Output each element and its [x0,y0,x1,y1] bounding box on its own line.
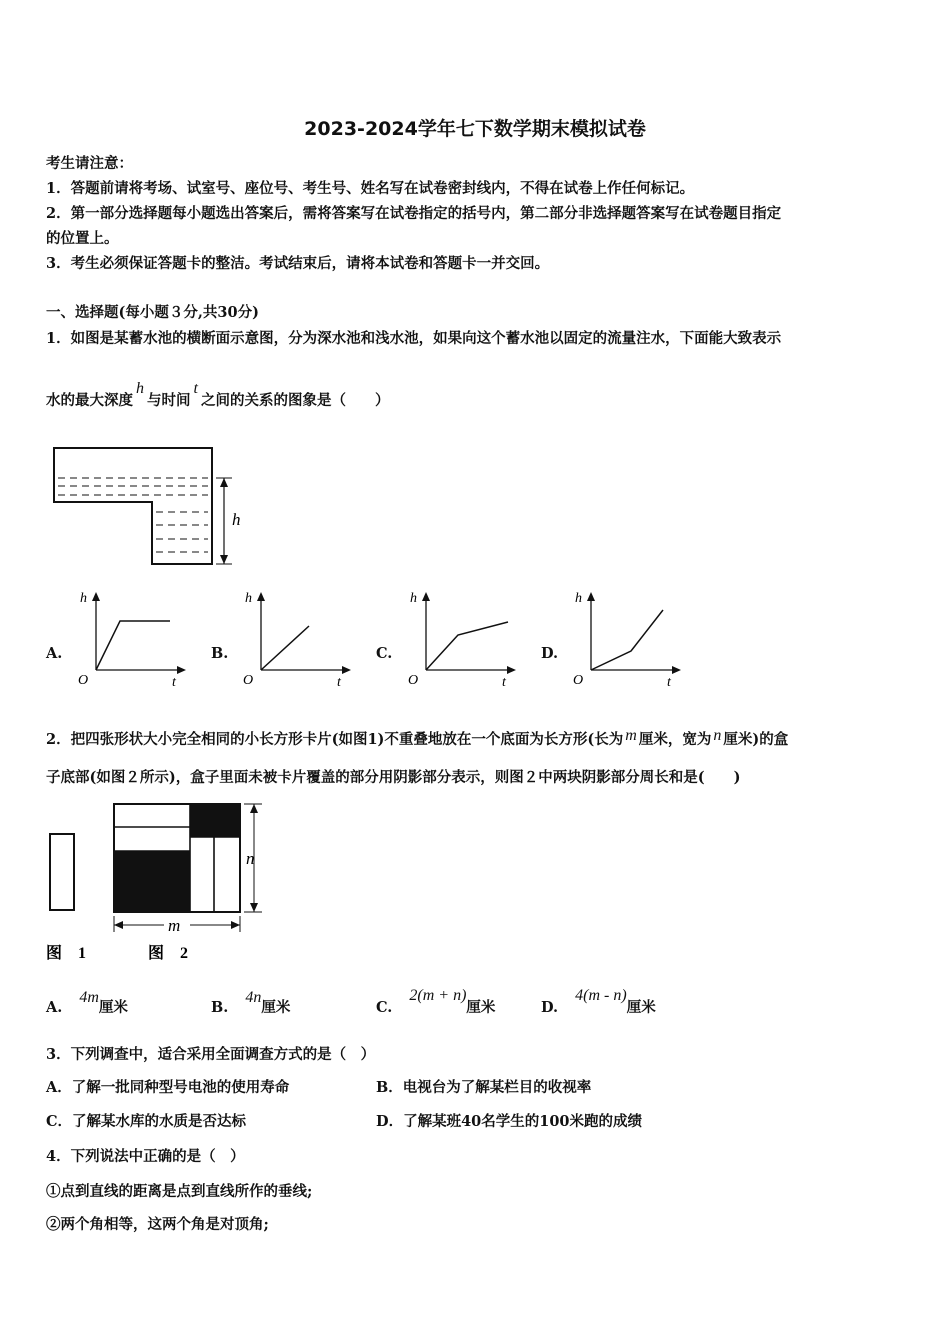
page-title: 2023-2024学年七下数学期末模拟试卷 [304,118,646,140]
svg-text:O: O [573,673,584,688]
q1-option-c[interactable]: C. [376,645,393,662]
reservoir-figure [48,444,248,570]
graph-c [402,588,522,688]
svg-text:h: h [410,591,417,606]
notice-item: 1．答题前请将考场、试室号、座位号、考生号、姓名写在试卷密封线内，不得在试卷上作任何标记。 [46,180,695,197]
q1-stem-line2: 水的最大深度h与时间t之间的关系的图象是（ ） [46,380,390,409]
q4-statement-2: ②两个角相等，这两个角是对顶角; [46,1216,269,1233]
q2-stem-line2: 子底部(如图２所示)，盒子里面未被卡片覆盖的部分用阴影部分表示，则图２中两块阴影部分周长和是( ) [46,769,741,786]
svg-text:O: O [78,673,89,688]
fig1-caption: 图 1 [46,945,87,962]
var-h: h [136,380,144,397]
cards-figure [40,798,280,968]
q1-option-b[interactable]: B. [211,645,229,662]
q4-stem: 4．下列说法中正确的是（ ） [46,1148,245,1165]
svg-text:n: n [246,849,255,868]
q3-option-c[interactable]: C．了解某水库的水质是否达标 [46,1113,247,1130]
q4-statement-1: ①点到直线的距离是点到直线所作的垂线; [46,1183,313,1200]
section-heading: 一、选择题(每小题３分,共30分) [46,304,259,321]
depth-label: h [232,510,241,529]
svg-text:O: O [243,673,254,688]
graph-a [72,588,192,688]
q2-stem: 2．把四张形状大小完全相同的小长方形卡片(如图1)不重叠地放在一个底面为长方形(长为 m 厘米，宽为 n 厘米)的盒 [46,727,789,748]
graph-b [237,588,357,688]
q3-option-a[interactable]: A．了解一批同种型号电池的使用寿命 [46,1079,290,1096]
var-t: t [193,380,198,397]
notice-heading: 考生请注意： [46,155,133,172]
svg-text:h: h [245,591,252,606]
svg-text:O: O [408,673,419,688]
notice-item: 的位置上。 [46,230,119,247]
notice-item: 3．考生必须保证答题卡的整洁。考试结束后，请将本试卷和答题卡一并交回。 [46,255,550,272]
svg-text:m: m [168,916,181,935]
q1-stem: 1．如图是某蓄水池的横断面示意图，分为深水池和浅水池，如果向这个蓄水池以固定的流量注水，下面能大致表示 [46,330,782,347]
graph-d [567,588,687,688]
q1-option-a[interactable]: A. [46,645,63,662]
q2-option-b[interactable]: B. 4n厘米 [211,989,291,1016]
svg-text:t: t [667,675,671,688]
svg-text:h: h [575,591,582,606]
notice-item: 2．第一部分选择题每小题选出答案后，需将答案写在试卷指定的括号内，第二部分非选择题答案写在试卷题目指定 [46,205,782,222]
q3-stem: 3．下列调查中，适合采用全面调查方式的是（ ） [46,1046,376,1063]
q3-option-b[interactable]: B．电视台为了解某栏目的收视率 [376,1079,592,1096]
svg-text:t: t [172,675,176,688]
svg-text:h: h [80,591,87,606]
q2-option-c[interactable]: C. 2(m + n)厘米 [376,987,496,1016]
svg-text:t: t [502,675,506,688]
fig2-caption: 图 2 [148,945,189,962]
q1-option-d[interactable]: D. [541,645,559,662]
q2-option-a[interactable]: A. 4m厘米 [46,989,128,1016]
q3-option-d[interactable]: D．了解某班40名学生的100米跑的成绩 [376,1113,643,1130]
q2-option-d[interactable]: D. 4(m - n)厘米 [541,987,656,1016]
svg-text:t: t [337,675,341,688]
